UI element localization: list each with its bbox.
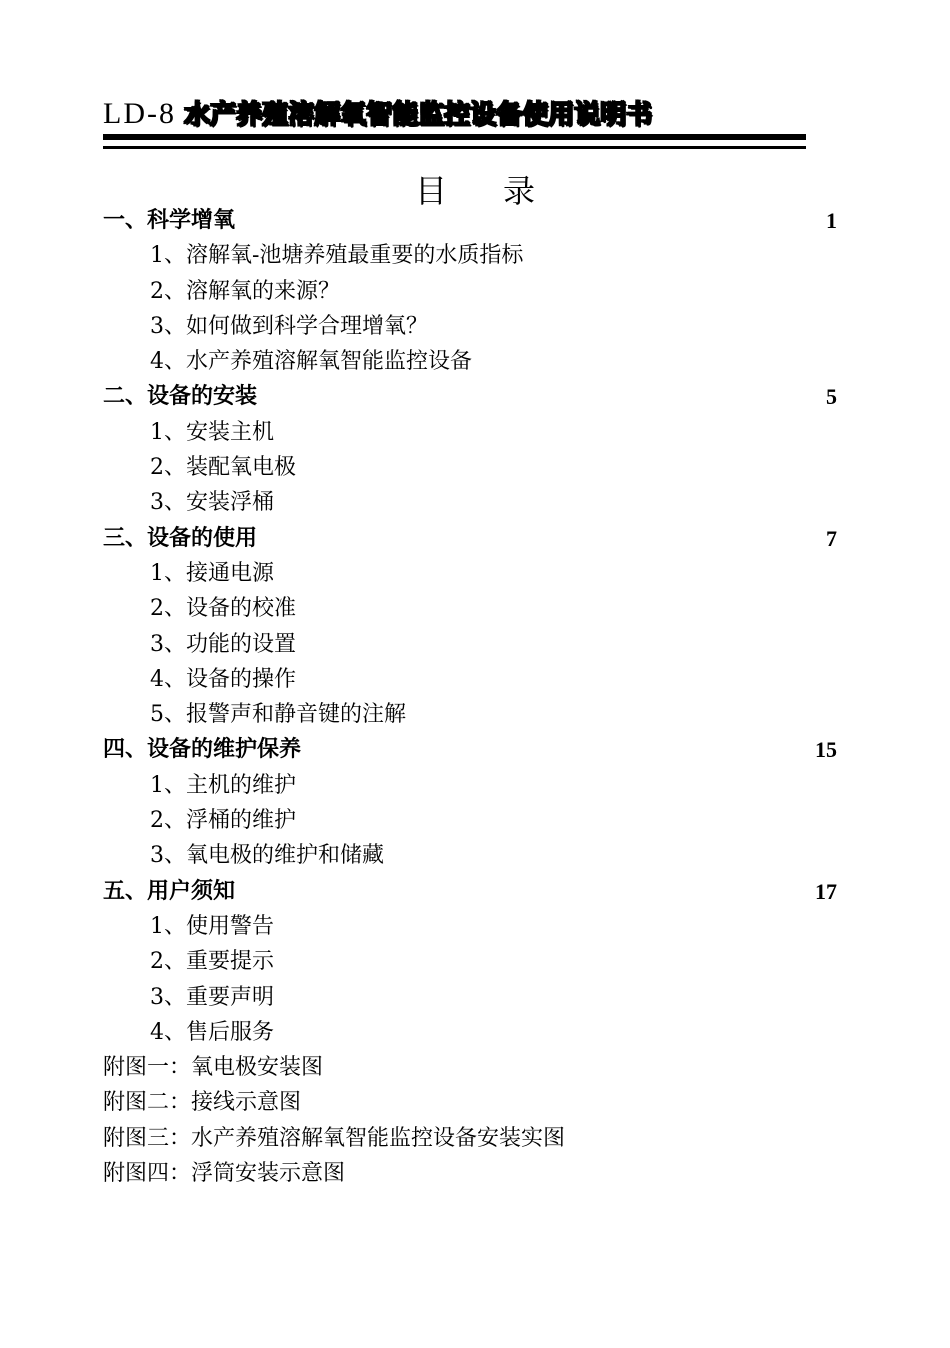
toc-appendix: 附图三：水产养殖溶解氧智能监控设备安装实图 xyxy=(103,1125,566,1151)
toc-section xyxy=(103,874,837,909)
toc-subsection: 1、使用警告 xyxy=(150,913,274,939)
toc-section-title: 二、设备的安装 xyxy=(103,383,258,410)
header-rule-thick xyxy=(103,134,806,140)
model-number: LD-8 xyxy=(103,97,176,130)
toc-subsection: 1、主机的维护 xyxy=(150,772,296,798)
toc-appendix: 附图二：接线示意图 xyxy=(103,1090,302,1116)
toc-subsection: 2、溶解氧的来源？ xyxy=(150,278,340,304)
toc-subsection: 2、浮桶的维护 xyxy=(150,808,296,834)
toc-appendix: 附图一：氧电极安装图 xyxy=(103,1055,324,1081)
toc-subsection: 3、功能的设置 xyxy=(150,631,296,657)
toc-section-title: 四、设备的维护保养 xyxy=(103,736,302,763)
toc-subsection: 1、接通电源 xyxy=(150,560,274,586)
header-rule-thin xyxy=(103,146,806,149)
toc-heading-left: 目 xyxy=(414,172,447,210)
toc-subsection: 3、重要声明 xyxy=(150,984,274,1010)
toc-page-number: 15 xyxy=(815,737,837,763)
toc-section-title: 一、科学增氧 xyxy=(103,207,236,233)
document-title xyxy=(103,94,806,138)
toc-section xyxy=(103,521,837,556)
toc-subsection: 2、装配氧电极 xyxy=(150,455,296,481)
toc-subsection: 3、如何做到科学合理增氧？ xyxy=(150,313,428,339)
toc-subsection: 4、水产养殖溶解氧智能监控设备 xyxy=(150,349,472,375)
toc-section xyxy=(103,732,837,767)
toc-subsection: 1、安装主机 xyxy=(150,419,274,445)
toc-subsection: 5、报警声和静音键的注解 xyxy=(150,702,406,728)
toc-heading-right: 录 xyxy=(503,172,536,210)
page-header xyxy=(103,94,806,138)
toc-subsection: 2、设备的校准 xyxy=(150,596,296,622)
manual-name: 水产养殖溶解氧智能监控设备使用说明书 xyxy=(183,100,652,130)
toc-subsection: 3、安装浮桶 xyxy=(150,490,274,516)
toc-section-title: 三、设备的使用 xyxy=(103,524,258,551)
toc-subsection: 2、重要提示 xyxy=(150,949,274,975)
toc-page-number: 5 xyxy=(826,384,837,410)
table-of-contents xyxy=(103,203,837,1191)
toc-subsection: 1、溶解氧-池塘养殖最重要的水质指标 xyxy=(150,243,524,269)
toc-section xyxy=(103,203,837,238)
toc-page-number: 17 xyxy=(815,878,837,904)
toc-page-number: 7 xyxy=(826,525,837,551)
toc-subsection: 3、氧电极的维护和储藏 xyxy=(150,843,384,869)
toc-section-title: 五、用户须知 xyxy=(103,877,236,904)
toc-section xyxy=(103,379,837,414)
toc-subsection: 4、售后服务 xyxy=(150,1019,274,1045)
toc-subsection: 4、设备的操作 xyxy=(150,666,296,692)
toc-page-number: 1 xyxy=(826,208,837,233)
toc-appendix: 附图四：浮筒安装示意图 xyxy=(103,1161,346,1187)
